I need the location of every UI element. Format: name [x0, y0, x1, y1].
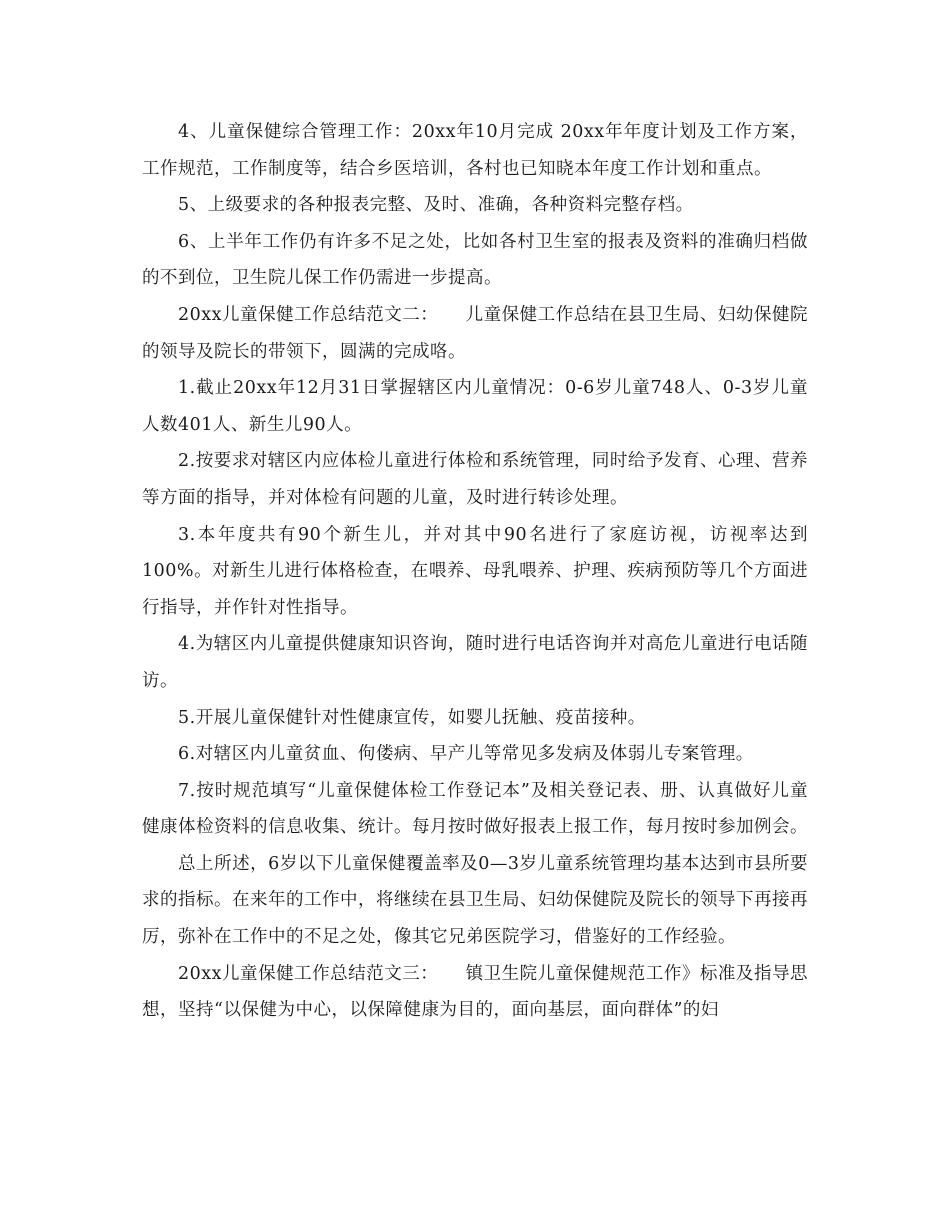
paragraph-12: 总上所述，6岁以下儿童保健覆盖率及0—3岁儿童系统管理均基本达到市县所要求的指标。在来年的工作中，将继续在县卫生局、妇幼保健院及院长的领导下再接再厉，弥补在工作中的不足之处，像其它兄弟医院学习，借鉴好的工作经验。 — [142, 853, 808, 948]
paragraph-1: 4、儿童保健综合管理工作：20xx年10月完成 20xx年年度计划及工作方案，工作规范，工作制度等，结合乡医培训，各村也已知晓本年度工作计划和重点。 — [142, 122, 808, 179]
paragraph-7: 3.本年度共有90个新生儿，并对其中90名进行了家庭访视，访视率达到100%。对新生儿进行体格检查，在喂养、母乳喂养、护理、疾病预防等几个方面进行指导，并作针对性指导。 — [142, 524, 808, 618]
paragraph-9: 5.开展儿童保健针对性健康宣传，如婴儿抚触、疫苗接种。 — [178, 707, 646, 728]
paragraph-2: 5、上级要求的各种报表完整、及时、准确，各种资料完整存档。 — [178, 195, 694, 216]
paragraph-4: 20xx儿童保健工作总结范文二： 儿童保健工作总结在县卫生局、妇幼保健院的领导及院长的带领下，圆满的完成咯。 — [142, 304, 808, 362]
paragraph-13: 20xx儿童保健工作总结范文三： 镇卫生院儿童保健规范工作》标准及指导思想，坚持“以保健为中心，以保障健康为目的，面向基层，面向群体”的妇 — [142, 963, 808, 1021]
paragraph-8: 4.为辖区内儿童提供健康知识咨询，随时进行电话咨询并对高危儿童进行电话随访。 — [142, 634, 808, 691]
paragraph-6: 2.按要求对辖区内应体检儿童进行体检和系统管理，同时给予发育、心理、营养等方面的指导，并对体检有问题的儿童，及时进行转诊处理。 — [142, 451, 808, 508]
document-body — [142, 114, 808, 1029]
paragraph-10: 6.对辖区内儿童贫血、佝偻病、早产儿等常见多发病及体弱儿专案管理。 — [178, 744, 754, 765]
paragraph-11: 7.按时规范填写“儿童保健体检工作登记本”及相关登记表、册、认真做好儿童健康体检资料的信息收集、统计。每月按时做好报表上报工作，每月按时参加例会。 — [142, 780, 808, 838]
paragraph-3: 6、上半年工作仍有许多不足之处，比如各村卫生室的报表及资料的准确归档做的不到位，卫生院儿保工作仍需进一步提高。 — [142, 231, 808, 289]
paragraph-5: 1.截止20xx年12月31日掌握辖区内儿童情况：0-6岁儿童748人、0-3岁儿童人数401人、新生儿90人。 — [142, 378, 808, 435]
